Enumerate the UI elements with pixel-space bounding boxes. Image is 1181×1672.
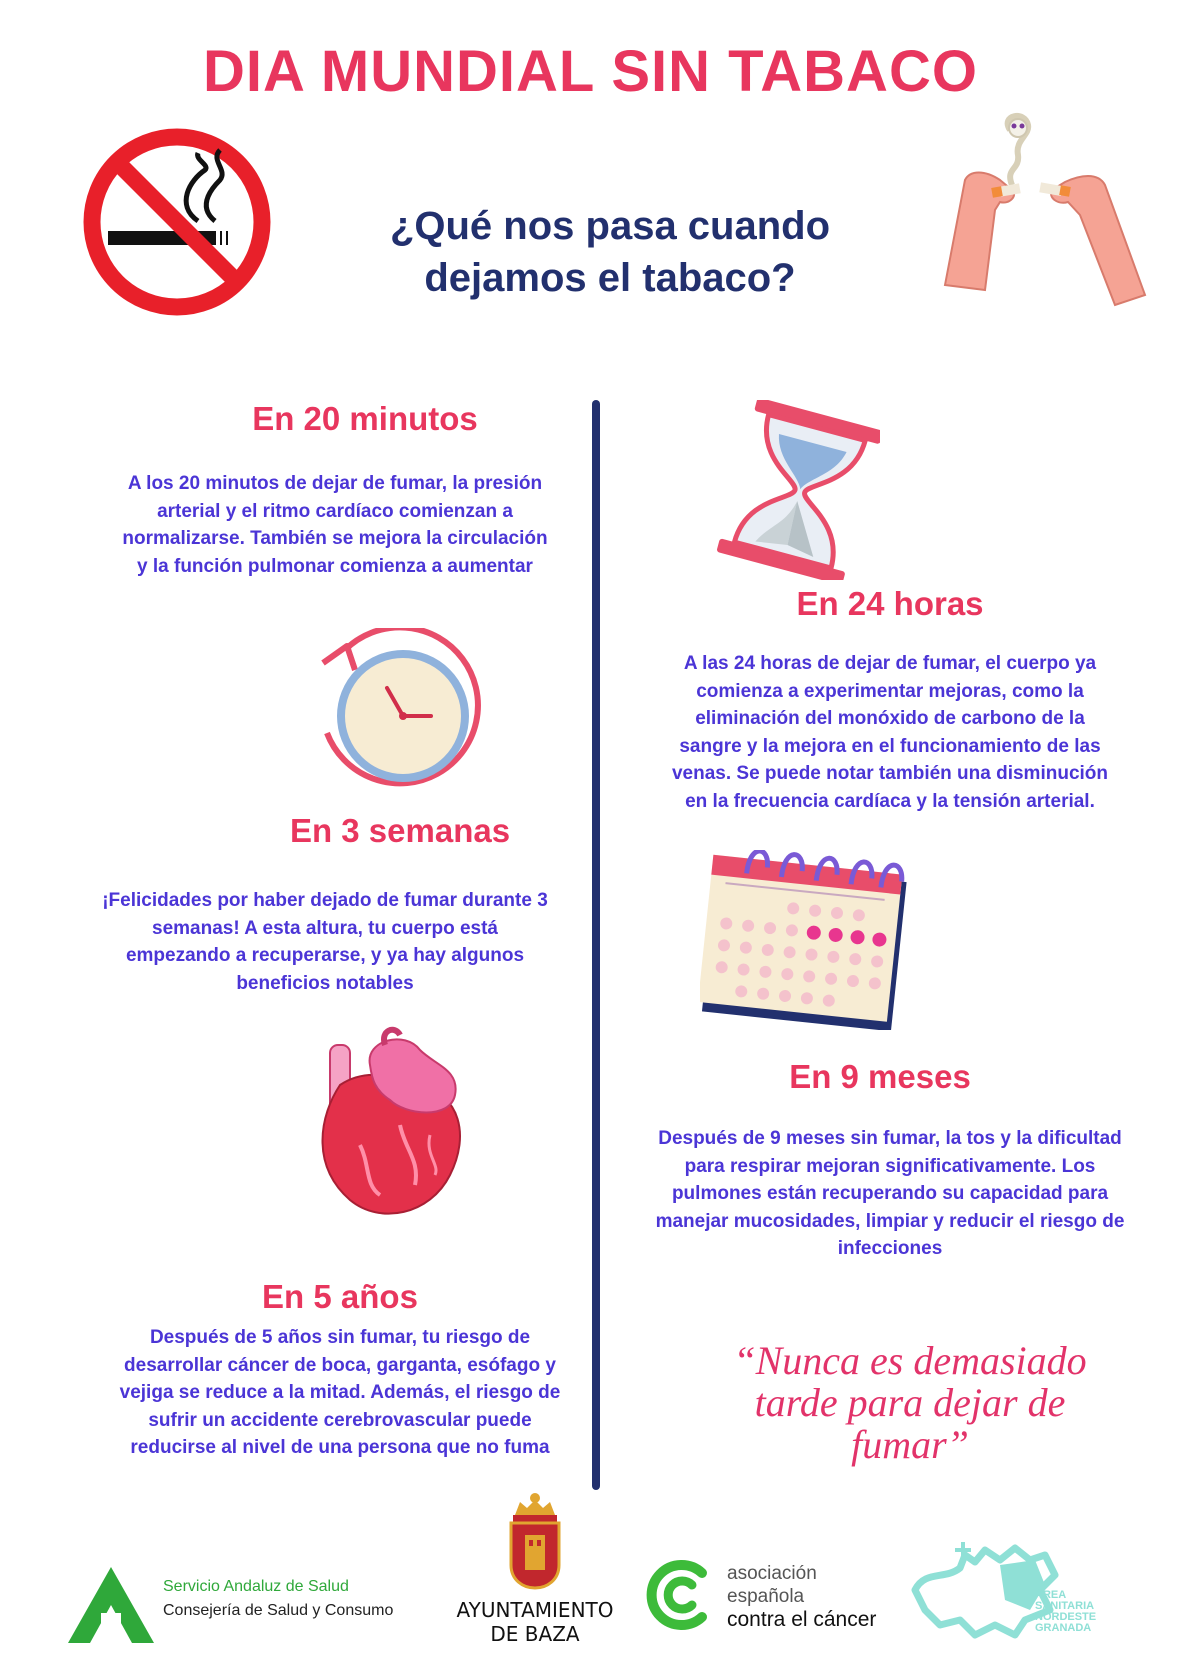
question-line-2: dejamos el tabaco?	[424, 256, 796, 300]
text-20-minutos: A los 20 minutos de dejar de fumar, la presión arterial y el ritmo cardíaco comienzan a normalizarse. También se mejora la circulación y la función pulmonar comienza a aumentar	[122, 473, 548, 577]
question-line-1: ¿Qué nos pasa cuando	[389, 204, 831, 248]
clock-icon	[315, 628, 485, 798]
heading-3-semanas: En 3 semanas	[289, 812, 511, 849]
sas-logo-icon	[66, 1565, 156, 1645]
aecc-line-2: española	[727, 1586, 805, 1607]
sas-line-1: Servicio Andaluz de Salud	[163, 1578, 349, 1595]
baza-logo-text	[455, 1598, 615, 1646]
heading-24-horas: En 24 horas	[796, 585, 984, 622]
no-smoking-icon	[80, 125, 275, 320]
heading-5-anos: En 5 años	[262, 1278, 418, 1315]
area-line-1: ÁREA	[1035, 1589, 1067, 1601]
motivational-quote: “Nunca es demasiado tarde para dejar de fumar”	[733, 1338, 1087, 1467]
area-line-2: SANITARIA	[1035, 1600, 1095, 1612]
sas-logo-text	[163, 1578, 393, 1620]
baza-line-2: DE BAZA	[490, 1622, 580, 1646]
area-line-3: NORDESTE	[1035, 1611, 1097, 1623]
aecc-line-1: asociación	[727, 1563, 817, 1584]
page-title: DIA MUNDIAL SIN TABACO	[203, 39, 978, 104]
sas-line-2: Consejería de Salud y Consumo	[163, 1602, 394, 1619]
text-5-anos: Después de 5 años sin fumar, tu riesgo de desarrollar cáncer de boca, garganta, esófago y vejiga se reduce a la mitad. Además, el riesgo de sufrir un accidente cerebrovascular puede reducirse al nivel de una persona que no fuma	[119, 1327, 561, 1458]
hourglass-icon	[710, 400, 880, 580]
text-24-horas: A las 24 horas de dejar de fumar, el cuerpo ya comienza a experimentar mejoras, como la eliminación del monóxido de carbono de la sangre y la mejora en el funcionamiento de las venas. Se puede notar también una disminución en la frecuencia cardíaca y la tensión arterial.	[671, 653, 1109, 812]
center-divider	[592, 400, 600, 1490]
text-9-meses: Después de 9 meses sin fumar, la tos y la dificultad para respirar mejoran significativamente. Los pulmones están recuperando su capacidad para manejar mucosidades, limpiar y reducir el riesgo de infecciones	[655, 1128, 1125, 1259]
area-line-4: GRANADA	[1035, 1622, 1092, 1634]
text-3-semanas: ¡Felicidades por haber dejado de fumar durante 3 semanas! A esta altura, tu cuerpo está empezando a recuperarse, y ya hay algunos beneficios notables	[102, 890, 548, 994]
baza-line-1: AYUNTAMIENTO	[456, 1598, 614, 1622]
area-sanitaria-text	[1035, 1590, 1096, 1634]
calendar-icon	[700, 850, 915, 1030]
heading-9-meses: En 9 meses	[789, 1058, 971, 1095]
broken-cigarette-icon	[940, 110, 1150, 320]
aecc-logo-text	[727, 1562, 876, 1631]
aecc-logo-icon	[640, 1555, 720, 1635]
question-heading	[330, 200, 890, 304]
heart-icon	[310, 1025, 490, 1225]
aecc-line-3: contra el cáncer	[727, 1608, 877, 1631]
baza-coat-of-arms-icon	[505, 1490, 565, 1590]
heading-20-minutos: En 20 minutos	[252, 400, 478, 437]
